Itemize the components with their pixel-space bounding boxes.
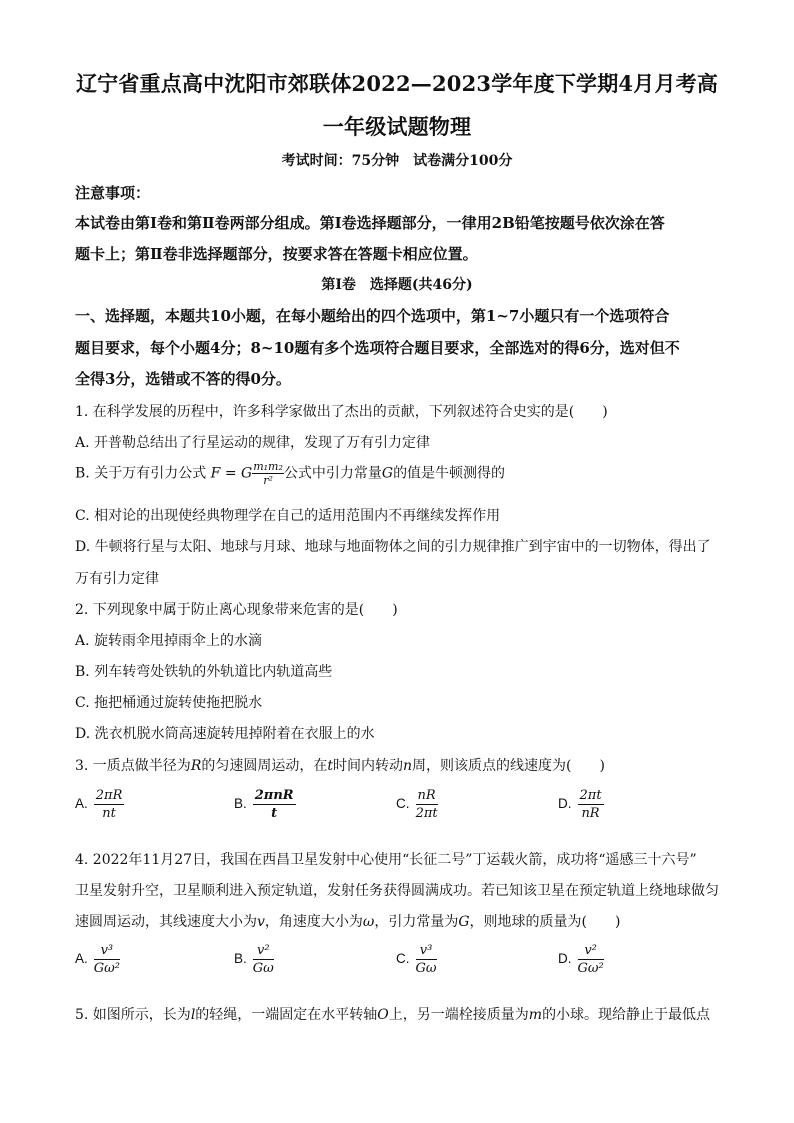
notice-heading: 注意事项： [75,184,151,202]
q2-stem: 2. 下列现象中属于防止离心现象带来危害的是( ) [75,602,398,618]
q3-option-c: C. $\frac{nR}{2\pi t}$ [396,788,438,821]
q2-option-c: C. 拖把桶通过旋转使拖把脱水 [75,695,263,711]
part1-instructions-3: 全得3分，选错或不答的得0分。 [75,370,291,388]
q4-line1: 4. 2022年11月27日，我国在西昌卫星发射中心使用“长征二号”丁运载火箭，成功将“遥感三十六号” [75,852,697,868]
exam-title-line2: 一年级试题物理 [322,114,472,139]
q1-b-formula-fraction: $\frac{\text{m₁m₂}}{\text{r²}}$ [253,460,283,487]
q4-option-a: A. $\frac{\text{v³}}{\text{Gω²}}$ [75,943,120,976]
q3-option-b: B. $\frac{\text{2πnR}}{t}$ [234,788,294,821]
q2-option-a: A. 旋转雨伞甩掉雨伞上的水滴 [75,633,263,649]
q1-b-suffix: 的值是牛顿测得的 [393,465,506,482]
q1-b-prefix: B. 关于万有引力公式 [75,465,207,482]
q5-stem: 5. 如图所示，长为l的轻绳，一端固定在水平转轴O上，另一端栓接质量为m的小球。现给静止于最低点 [75,1007,711,1023]
q1-b-formula-lhs: F = G [210,465,253,482]
q2-option-b: B. 列车转弯处铁轨的外轨道比内轨道高些 [75,664,333,680]
q1-option-d-line1: D. 牛顿将行星与太阳、地球与月球、地球与地面物体之间的引力规律推广到宇宙中的一切物体，得出了 [75,539,711,555]
q1-option-c: C. 相对论的出现使经典物理学在自己的适用范围内不再继续发挥作用 [75,508,501,524]
q4-option-c: C. $\frac{\text{v³}}{G\omega}$ [396,943,437,976]
exam-info: 考试时间：75分钟 试卷满分100分 [281,153,513,169]
q4-line2: 卫星发射升空，卫星顺利进入预定轨道，发射任务获得圆满成功。若已知该卫星在预定轨道上绕地球做匀 [75,883,719,899]
q1-b-g: G [381,465,394,482]
q3-stem: 3. 一质点做半径为R的匀速圆周运动，在t时间内转动n周，则该质点的线速度为( ) [75,758,605,774]
q4-option-b: B. $\frac{\text{v²}}{G\omega}$ [234,943,274,976]
notice-line-2: 题卡上；第Ⅱ卷非选择题部分，按要求答在答题卡相应位置。 [75,245,478,263]
q1-option-b [75,460,505,487]
q4-option-d: D. $\frac{\text{v²}}{\text{Gω²}}$ [558,943,604,976]
q3-option-d: D. $\frac{2\pi t}{nR}$ [558,788,602,821]
part1-instructions-1: 一、选择题，本题共10小题，在每小题给出的四个选项中，第1~7小题只有一个选项符合 [75,307,670,325]
section1-heading: 第Ⅰ卷 选择题(共46分) [321,277,473,293]
q1-option-d-line2: 万有引力定律 [75,571,159,587]
q3-option-a: A. $\frac{2\pi R}{nt}$ [75,788,123,821]
notice-line-1: 本试卷由第Ⅰ卷和第Ⅱ卷两部分组成。第Ⅰ卷选择题部分，一律用2B铅笔按题号依次涂在答 [75,214,665,232]
q4-line3: 速圆周运动，其线速度大小为v，角速度大小为ω，引力常量为G，则地球的质量为( ) [75,914,621,930]
q1-stem: 1. 在科学发展的历程中，许多科学家做出了杰出的贡献，下列叙述符合史实的是( ) [75,404,608,420]
exam-title-line1: 辽宁省重点高中沈阳市郊联体2022—2023学年度下学期4月月考高 [75,71,719,96]
q1-option-a: A. 开普勒总结出了行星运动的规律，发现了万有引力定律 [75,435,431,451]
q2-option-d: D. 洗衣机脱水筒高速旋转甩掉附着在衣服上的水 [75,726,375,742]
q1-b-mid: 公式中引力常量 [283,465,382,482]
part1-instructions-2: 题目要求，每个小题4分；8~10题有多个选项符合题目要求，全部选对的得6分，选对但不 [75,339,680,357]
